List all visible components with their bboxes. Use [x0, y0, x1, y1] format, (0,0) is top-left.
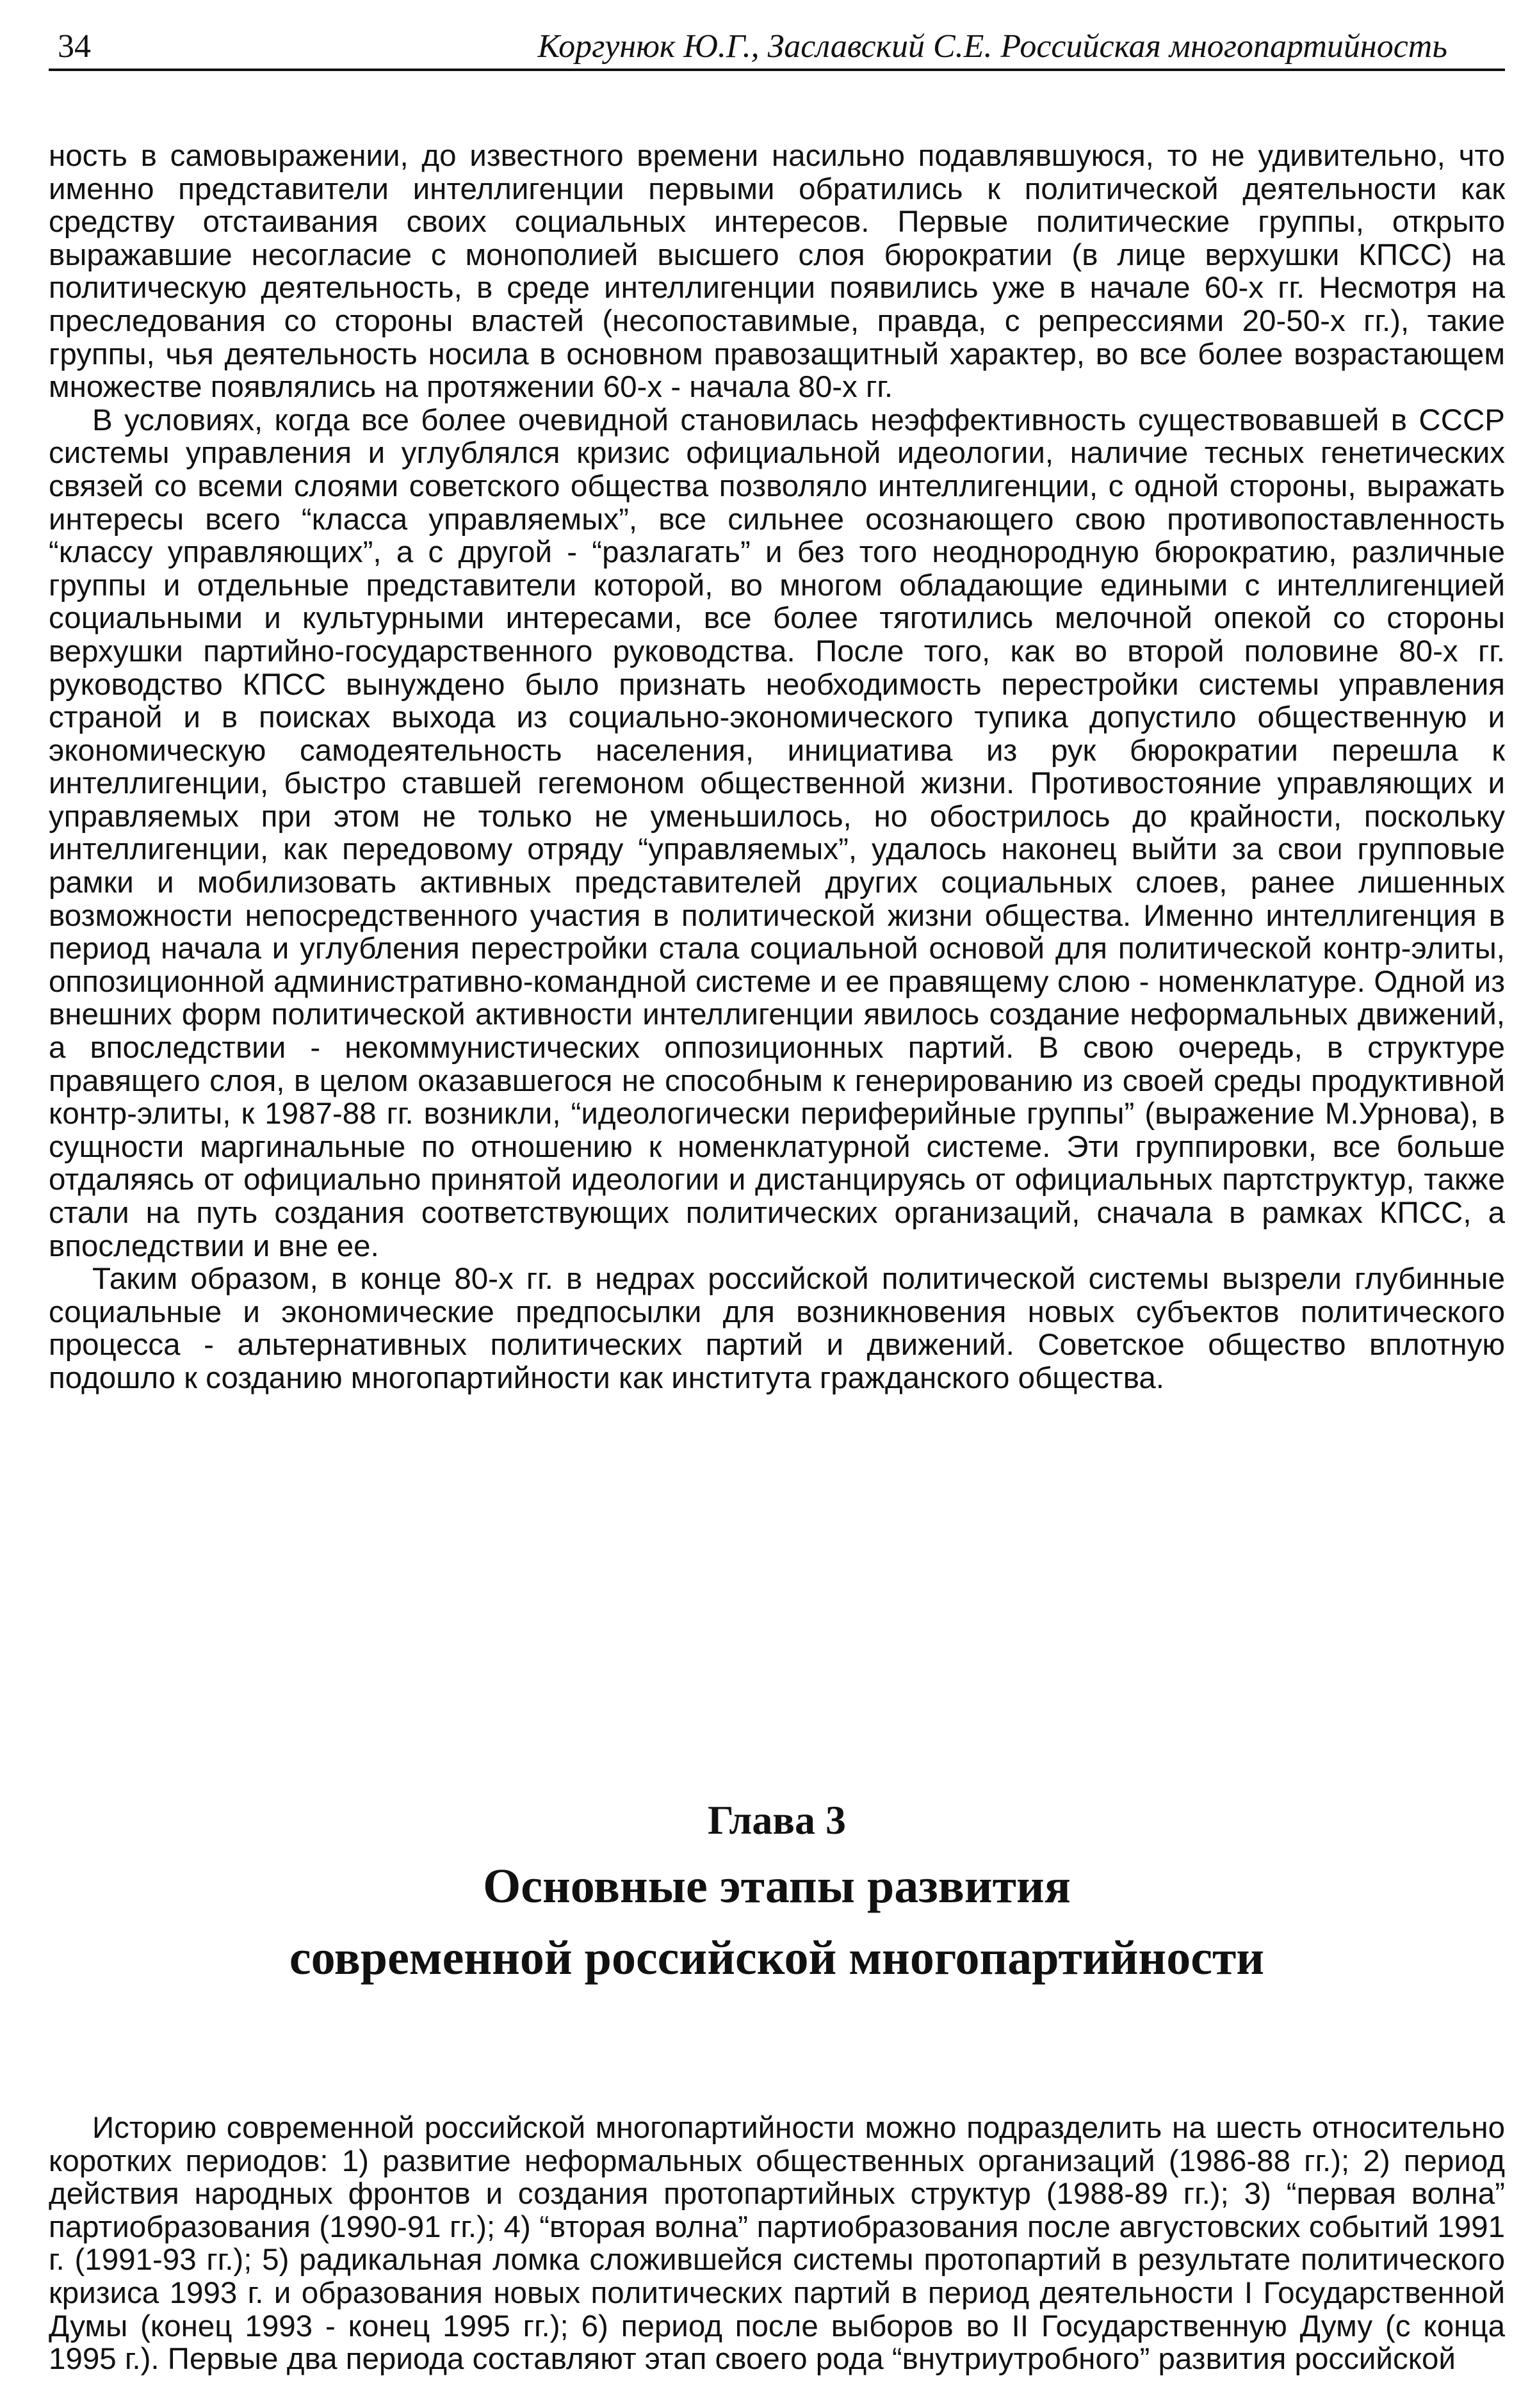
running-title: Коргунюк Ю.Г., Заславский С.Е. Российская многопартийность: [537, 28, 1447, 65]
paragraph: Таким образом, в конце 80-х гг. в недрах российской политической системы вызрели глубинные социальные и экономические предпосылки для возникновения новых субъектов политического процесса - альтернативных политических партий и движений. Советское общество вплотную подошло к созданию многопартийности как института гражданского общества.: [49, 1262, 1505, 1395]
header-rule: [49, 69, 1505, 71]
chapter-title-line-2: современной российской многопартийности: [289, 1931, 1265, 1985]
running-header: [49, 24, 1505, 69]
chapter-text: [49, 2112, 1505, 2376]
chapter-title-line-1: Основные этапы развития: [483, 1859, 1071, 1913]
chapter-label: Глава 3: [708, 1797, 846, 1843]
page-number: 34: [58, 28, 91, 65]
paragraph: В условиях, когда все более очевидной становилась неэффективность существовавшей в СССР системы управления и углублялся кризис официальной идеологии, наличие тесных генетических связей со всеми слоями советского общества позволяло интеллигенции, с одной стороны, выражать интересы всего “класса управляемых”, все сильнее осознающего свою противопоставленность “классу управляющих”, а с другой - “разлагать” и без того неоднородную бюрократию, различные группы и отдельные представители которой, во многом обладающие едиными с интеллигенцией социальными и культурными интересами, все более тяготились мелочной опекой со стороны верхушки партийно-государственного руководства. После того, как во второй половине 80-х гг. руководство КПСС вынуждено было признать необходимость перестройки системы управления страной и в поисках выхода из социально-экономического тупика допустило общественную и экономическую самодеятельность населения, инициатива из рук бюрократии перешла к интеллигенции, быстро ставшей гегемоном общественной жизни. Противостояние управляющих и управляемых при этом не только не уменьшилось, но обострилось до крайности, поскольку интеллигенции, как передовому отряду “управляемых”, удалось наконец выйти за свои групповые рамки и мобилизовать активных представителей других социальных слоев, ранее лишенных возможности непосредственного участия в политической жизни общества. Именно интеллигенция в период начала и углубления перестройки стала социальной основой для политической контр-элиты, оппозиционной административно-командной системе и ее правящему слою - номенклатуре. Одной из внешних форм политической активности интеллигенции явилось создание неформальных движений, а впоследствии - некоммунистических оппозиционных партий. В свою очередь, в структуре правящего слоя, в целом оказавшегося не способным к генерированию из своей среды продуктивной контр-элиты, к 1987-88 гг. возникли, “идеологически периферийные группы” (выражение М.Урнова), в сущности маргинальные по отношению к номенклатурной системе. Эти группировки, все больше отдаляясь от официально принятой идеологии и дистанцируясь от официальных партструктур, также стали на путь создания соответствующих политических организаций, сначала в рамках КПСС, а впоследствии и вне ее.: [49, 403, 1505, 1263]
paragraph-continued: ность в самовыражении, до известного времени насильно подавлявшуюся, то не удивительно, что именно представители интеллигенции первыми обратились к политической деятельности как средству отстаивания своих социальных интересов. Первые политические группы, открыто выражавшие несогласие с монополией высшего слоя бюрократии (в лице верхушки КПСС) на политическую деятельность, в среде интеллигенции появились уже в начале 60-х гг. Несмотря на преследования со стороны властей (несопоставимые, правда, с репрессиями 20-50-х гг.), такие группы, чья деятельность носила в основном правозащитный характер, во все более возрастающем множестве появлялись на протяжении 60-х - начала 80-х гг.: [49, 139, 1505, 405]
chapter-heading: [49, 1793, 1505, 1991]
paragraph: Историю современной российской многопартийности можно подразделить на шесть относительно коротких периодов: 1) развитие неформальных общественных организаций (1986-88 гг.); 2) период действия народных фронтов и создания протопартийных структур (1988-89 гг.); 3) “первая волна” партиобразования (1990-91 гг.); 4) “вторая волна” партиобразования после августовских событий 1991 г. (1991-93 гг.); 5) радикальная ломка сложившейся системы протопартий в результате политического кризиса 1993 г. и образования новых политических партий в период деятельности I Государственной Думы (конец 1993 - конец 1995 гг.); 6) период после выборов во II Государственную Думу (с конца 1995 г.). Первые два периода составляют этап своего рода “внутриутробного” развития российской: [49, 2111, 1505, 2377]
book-page: [49, 0, 1505, 2408]
main-text: [49, 140, 1505, 1395]
